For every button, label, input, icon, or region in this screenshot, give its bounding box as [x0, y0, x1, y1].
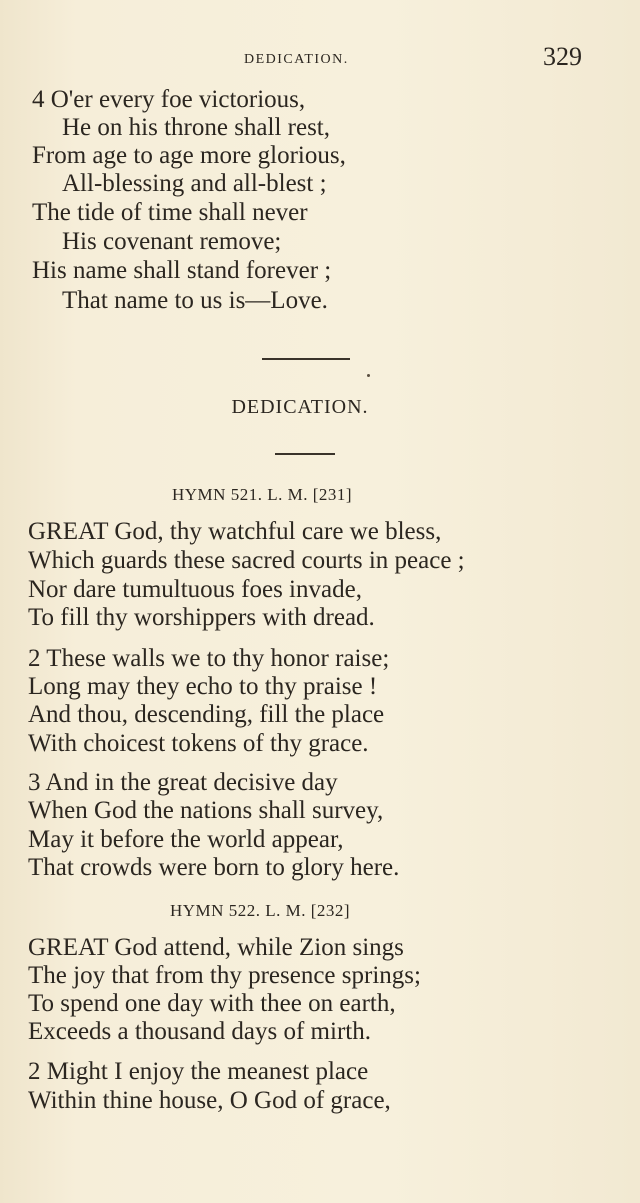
- verse-line: 2 Might I enjoy the meanest place: [28, 1058, 369, 1085]
- verse-line: 3 And in the great decisive day: [28, 769, 338, 796]
- verse-line: Exceeds a thousand days of mirth.: [28, 1018, 371, 1045]
- section-title: DEDICATION.: [231, 396, 369, 418]
- verse-line: All-blessing and all-blest ;: [62, 170, 327, 197]
- verse-line: 4 O'er every foe victorious,: [32, 86, 306, 113]
- verse-line: And thou, descending, fill the place: [28, 701, 385, 728]
- verse-line: Within thine house, O God of grace,: [28, 1087, 391, 1114]
- verse-line: Long may they echo to thy praise !: [28, 673, 378, 700]
- section-rule-top: [262, 358, 350, 360]
- verse-line: When God the nations shall survey,: [28, 797, 384, 824]
- verse-line: May it before the world appear,: [28, 826, 344, 853]
- verse-line: Nor dare tumultuous foes invade,: [28, 576, 362, 603]
- verse-line: GREAT God, thy watchful care we bless,: [28, 518, 442, 545]
- ink-speck: [367, 374, 370, 377]
- verse-line: His covenant remove;: [62, 228, 282, 255]
- running-title: DEDICATION.: [244, 52, 349, 67]
- hymn-522-heading: HYMN 522. L. M. [232]: [170, 901, 351, 920]
- verse-line: From age to age more glorious,: [32, 142, 346, 169]
- verse-line: Which guards these sacred courts in peace ;: [28, 547, 465, 574]
- verse-line: His name shall stand forever ;: [32, 257, 332, 284]
- verse-line: The tide of time shall never: [32, 199, 308, 226]
- hymn-521-heading: HYMN 521. L. M. [231]: [172, 485, 353, 504]
- section-rule-bottom: [275, 453, 335, 455]
- verse-line: To spend one day with thee on earth,: [28, 990, 396, 1017]
- verse-line: He on his throne shall rest,: [62, 114, 331, 141]
- page-number: 329: [543, 42, 582, 71]
- verse-line: 2 These walls we to thy honor raise;: [28, 645, 390, 672]
- verse-line: That crowds were born to glory here.: [28, 854, 400, 881]
- verse-line: To fill thy worshippers with dread.: [28, 604, 375, 631]
- verse-line: That name to us is—Love.: [62, 287, 328, 314]
- verse-line: GREAT God attend, while Zion sings: [28, 934, 404, 961]
- verse-line: With choicest tokens of thy grace.: [28, 730, 369, 757]
- verse-line: The joy that from thy presence springs;: [28, 962, 421, 989]
